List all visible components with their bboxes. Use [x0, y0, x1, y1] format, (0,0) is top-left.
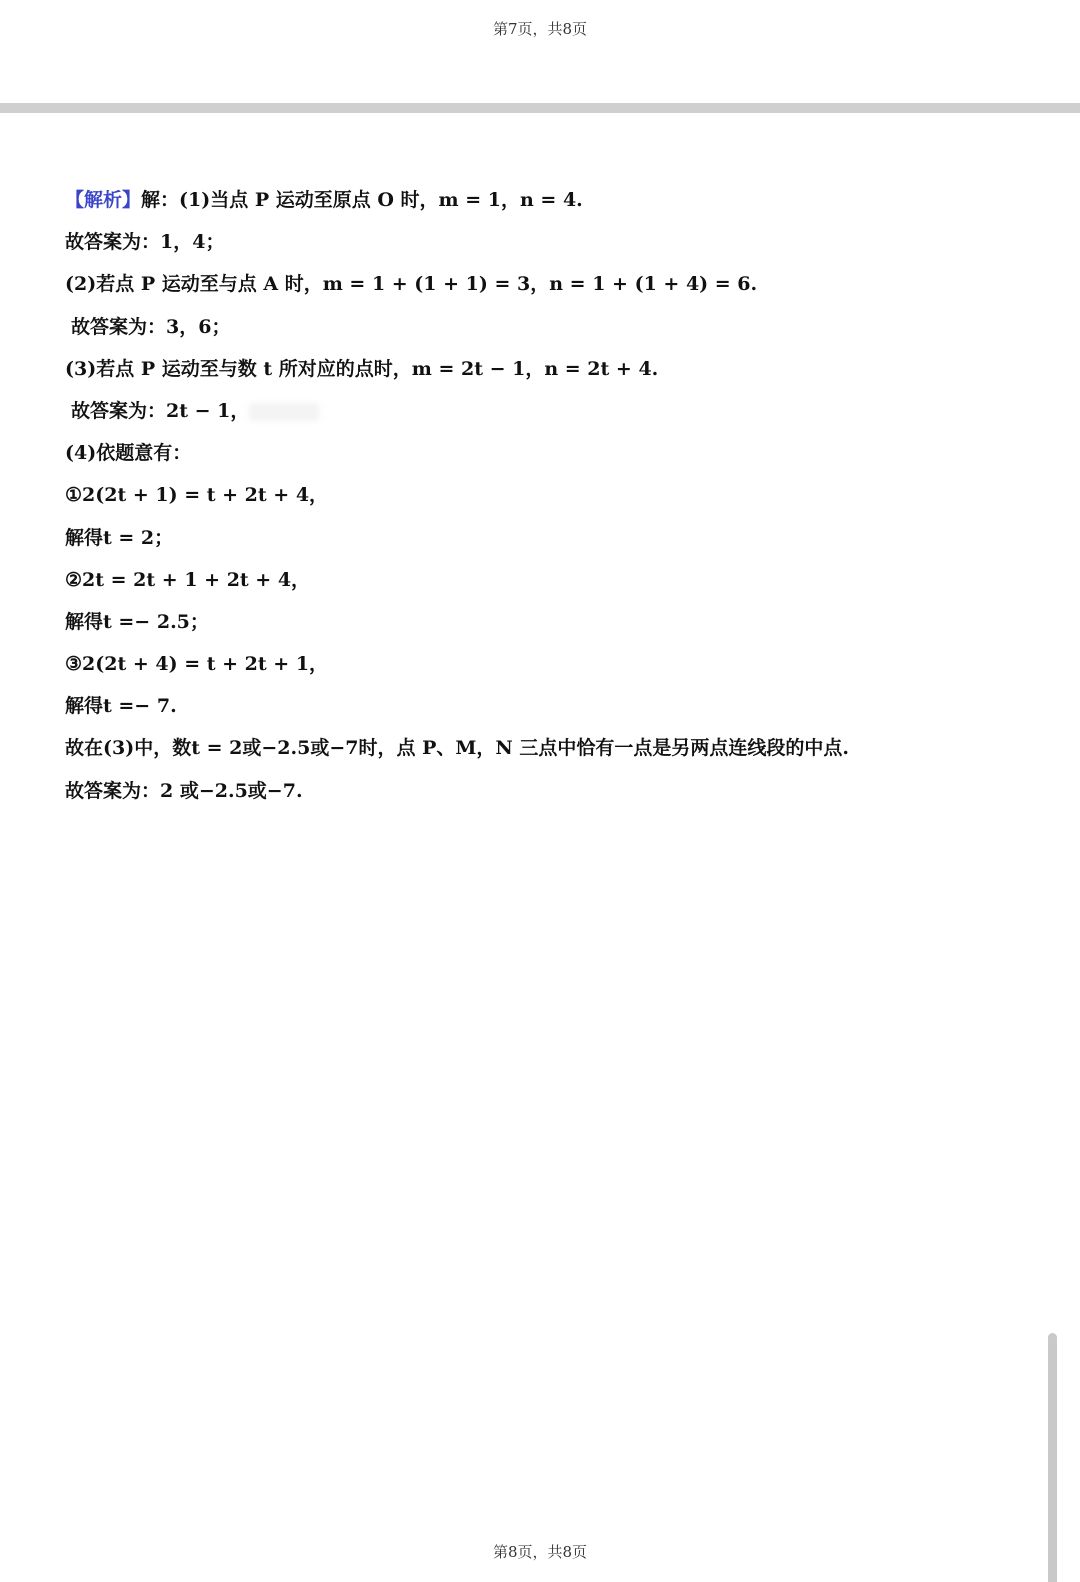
solution-line [65, 185, 1025, 227]
solution-line: 解得t = 2； [65, 526, 174, 549]
vertical-scrollbar[interactable] [1048, 1333, 1057, 1582]
blurred-region [249, 403, 319, 421]
page-separator [0, 103, 1080, 113]
solution-line: 故在(3)中，数t = 2或−2.5或−7时，点 P、M，N 三点中恰有一点是另两点连线段的中点. [65, 737, 849, 760]
solution-line-text: 故答案为：2t − 1， [71, 399, 250, 422]
solution-line-text: 解：(1)当点 P 运动至原点 O 时，m = 1，n = 4. [141, 189, 583, 211]
solution-line: ③2(2t + 4) = t + 2t + 1， [65, 653, 329, 676]
solution-line [65, 396, 1025, 438]
solution-line: ①2(2t + 1) = t + 2t + 4， [65, 484, 329, 507]
solution-line: (2)若点 P 运动至与点 A 时，m = 1 + (1 + 1) = 3，n = 1 + (1 + 4) = 6. [65, 273, 758, 296]
solution-line: 故答案为：3，6； [71, 315, 231, 338]
solution-line: 故答案为：1，4； [65, 231, 225, 254]
solution-line: 解得t =− 7. [65, 695, 177, 718]
solution-line: (4)依题意有： [65, 442, 192, 465]
solution-tag: 【解析】 [65, 189, 142, 211]
solution-line: (3)若点 P 运动至与数 t 所对应的点时，m = 2t − 1，n = 2t + 4. [65, 357, 659, 380]
solution-line: ②2t = 2t + 1 + 2t + 4， [65, 568, 311, 591]
previous-page-footer: 第7页，共8页 [492, 20, 588, 38]
solution-line: 故答案为：2 或−2.5或−7. [65, 779, 303, 802]
current-page-footer: 第8页，共8页 [492, 1543, 588, 1561]
solution-line: 解得t =− 2.5； [65, 610, 209, 633]
solution-section [65, 185, 1025, 818]
